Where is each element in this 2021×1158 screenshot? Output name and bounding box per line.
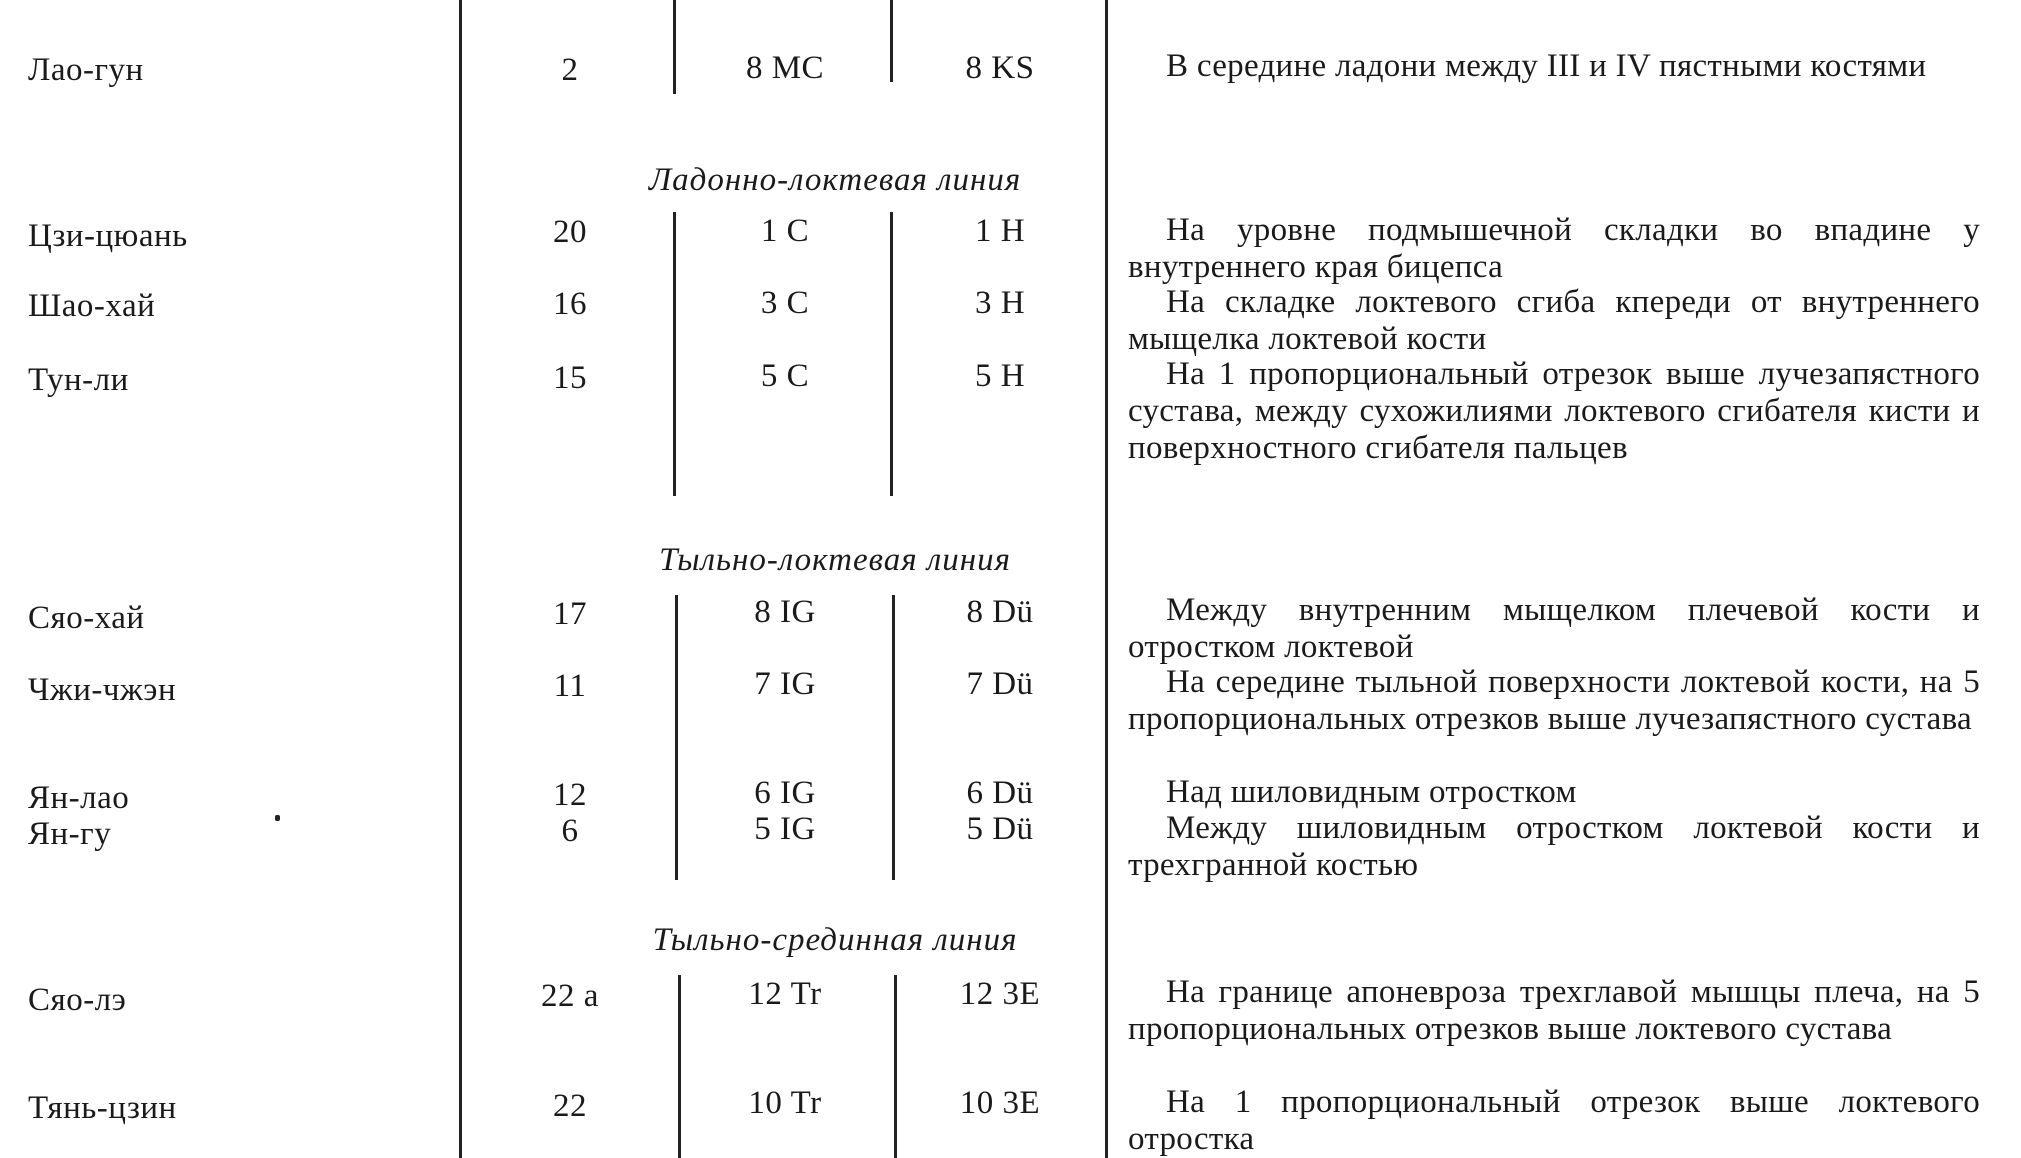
point-name: Ян-гу — [28, 816, 112, 852]
code-int: 3 H — [974, 285, 1026, 321]
old-number: 20 — [553, 214, 587, 250]
point-name: Ян-лао — [28, 780, 130, 816]
old-number: 16 — [553, 286, 587, 322]
point-description: Между внутренним мыщелком плечевой кости и отростком локтевой — [1128, 592, 1980, 665]
code-int: 5 H — [974, 358, 1026, 394]
code-int: 8 Dü — [966, 594, 1034, 630]
point-name: Тун-ли — [28, 362, 129, 398]
old-number: 12 — [553, 777, 587, 813]
section-heading: Тыльно-локтевая линия — [659, 542, 1011, 578]
code-ru: 5 C — [760, 358, 810, 394]
point-name: Тянь-цзин — [28, 1090, 177, 1126]
code-ru: 10 Tr — [748, 1085, 822, 1121]
code-ru: 8 MC — [745, 50, 825, 86]
point-name: Чжи-чжэн — [28, 672, 177, 708]
code-int: 6 Dü — [966, 775, 1034, 811]
code-int: 5 Dü — [966, 811, 1034, 847]
code-int: 1 H — [974, 213, 1026, 249]
code-ru: 12 Tr — [748, 976, 822, 1012]
code-int: 10 3E — [959, 1085, 1041, 1121]
code-divider — [892, 595, 895, 880]
code-divider — [894, 975, 897, 1158]
code-divider — [890, 212, 893, 496]
code-ru: 7 IG — [754, 666, 816, 702]
old-number: 6 — [561, 813, 579, 849]
point-description: Между шиловидным отростком локтевой кости и трехгранной костью — [1128, 810, 1980, 883]
code-divider — [890, 0, 893, 82]
section-heading: Ладонно-локтевая линия — [648, 162, 1022, 198]
point-description: На уровне подмышечной складки во впадине у внутреннего края бицепса — [1128, 212, 1980, 285]
old-number: 2 — [561, 52, 579, 88]
code-int: 8 KS — [965, 50, 1035, 86]
code-ru: 1 C — [760, 213, 810, 249]
old-number: 11 — [553, 668, 587, 704]
code-divider — [678, 975, 681, 1158]
print-speck — [275, 815, 280, 821]
point-description: В середине ладони между III и IV пястными костями — [1166, 48, 1927, 84]
code-divider — [675, 595, 678, 880]
point-description: На 1 пропорциональный отрезок выше локтевого отростка — [1128, 1084, 1980, 1157]
point-name: Сяо-лэ — [28, 982, 127, 1018]
code-ru: 5 IG — [754, 811, 816, 847]
point-name: Сяо-хай — [28, 600, 145, 636]
point-description: На 1 пропорциональный отрезок выше лучезапястного сустава, между сухожилиями локтевого сгибателя кисти и поверхностного сгибателя пальцев — [1128, 356, 1980, 466]
code-divider — [673, 212, 676, 496]
code-ru: 3 C — [760, 285, 810, 321]
old-number: 17 — [553, 596, 587, 632]
point-description: Над шиловидным отростком — [1166, 774, 1577, 810]
point-name: Лао-гун — [28, 52, 144, 88]
old-number: 22 а — [541, 978, 599, 1014]
code-ru: 6 IG — [754, 775, 816, 811]
point-description: На складке локтевого сгиба кпереди от внутреннего мыщелка локтевой кости — [1128, 284, 1980, 357]
old-number: 15 — [553, 360, 587, 396]
code-divider — [673, 0, 676, 94]
point-name: Шао-хай — [28, 288, 156, 324]
point-description: На границе апоневроза трехглавой мышцы плеча, на 5 пропорциональных отрезков выше локтевого сустава — [1128, 974, 1980, 1047]
code-ru: 8 IG — [754, 594, 816, 630]
code-int: 12 3E — [959, 976, 1041, 1012]
point-name: Цзи-цюань — [28, 218, 188, 254]
point-description: На середине тыльной поверхности локтевой кости, на 5 пропорциональных отрезков выше лучезапястного сустава — [1128, 664, 1980, 737]
code-int: 7 Dü — [966, 666, 1034, 702]
section-heading: Тыльно-срединная линия — [652, 922, 1018, 958]
old-number: 22 — [553, 1088, 587, 1124]
